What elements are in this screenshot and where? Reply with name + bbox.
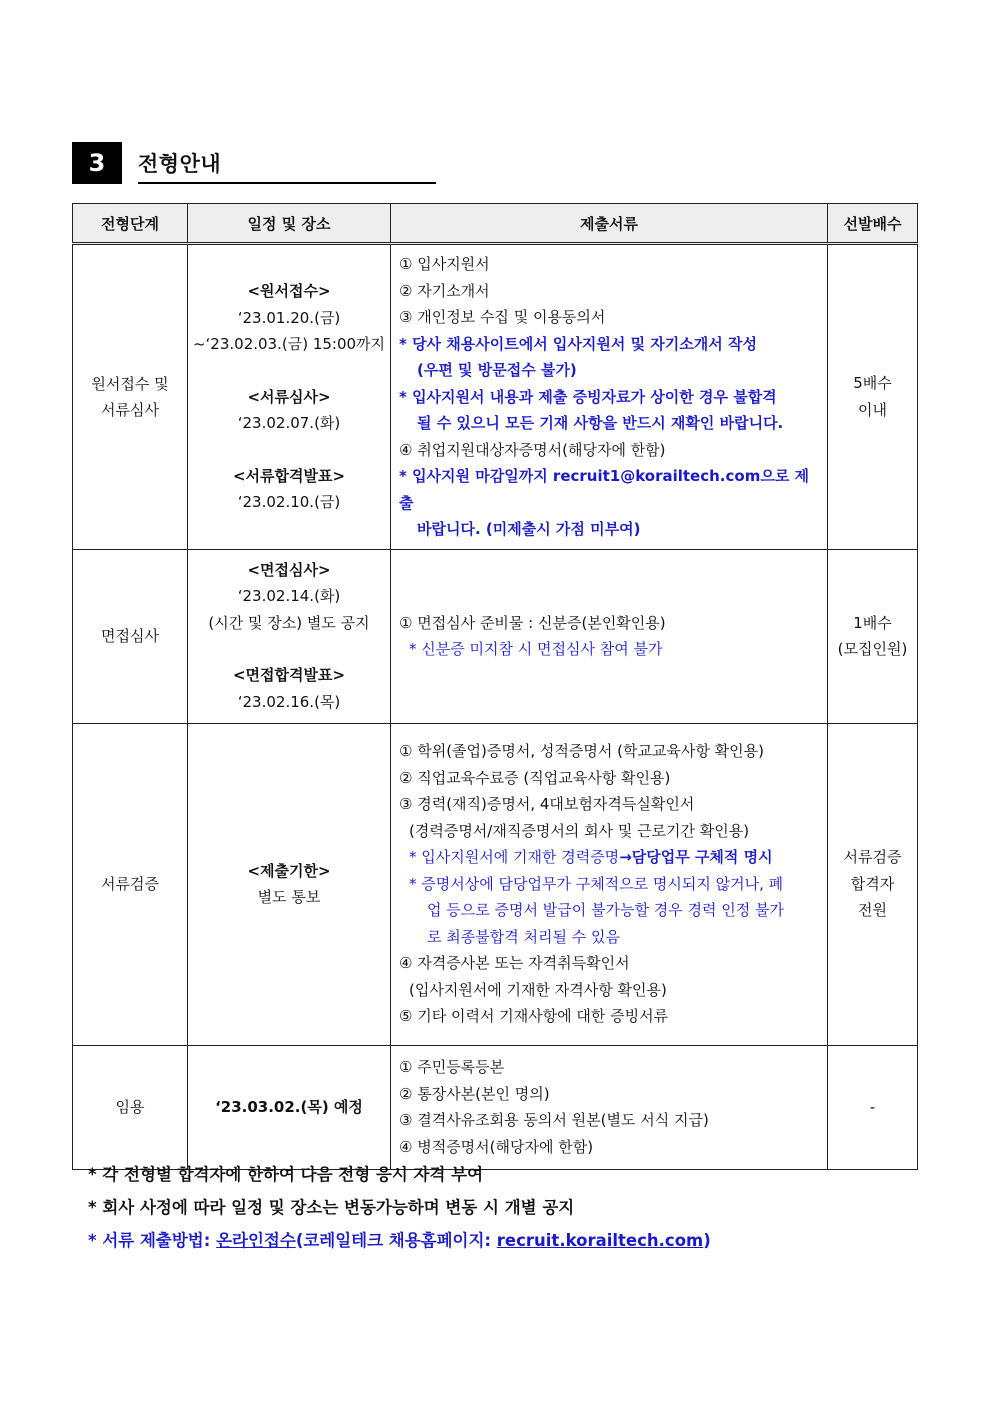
section-underline <box>138 182 436 184</box>
document-item: ① 학위(졸업)증명서, 성적증명서 (학교교육사항 확인용) <box>399 742 764 761</box>
section-title: 전형안내 <box>138 152 222 176</box>
schedule-cell <box>188 723 391 1045</box>
document-item: ③ 결격사유조회용 동의서 원본(별도 서식 지급) <box>399 1111 709 1129</box>
document-item: ① 주민등록등본 <box>399 1058 505 1076</box>
stage-cell <box>73 244 188 550</box>
document-note: 될 수 있으니 모든 기재 사항을 반드시 재확인 바랍니다. <box>417 414 784 432</box>
documents-cell <box>391 1045 828 1169</box>
document-note: * 신분증 미지참 시 면접심사 참여 불가 <box>409 640 663 658</box>
recruit-site-link[interactable]: recruit.korailtech.com <box>496 1231 704 1250</box>
documents-cell <box>391 244 828 550</box>
quota-value: 합격자 <box>850 874 895 893</box>
schedule-cell <box>188 244 391 550</box>
header-documents: 제출서류 <box>391 204 828 244</box>
document-item: ② 통장사본(본인 명의) <box>399 1084 550 1103</box>
quota-value: (모집인원) <box>837 640 908 658</box>
document-item: (입사지원서에 기재한 자격사항 확인용) <box>409 980 667 999</box>
footnote-text: * 서류 제출방법: <box>88 1231 217 1250</box>
schedule-date: ‘23.02.10.(금) <box>237 493 341 511</box>
document-note: (우편 및 방문접수 불가) <box>417 361 577 379</box>
document-item: ① 입사지원서 <box>399 255 490 273</box>
schedule-heading: <면접심사> <box>247 560 331 579</box>
header-quota: 선발배수 <box>828 204 918 244</box>
documents-cell <box>391 723 828 1045</box>
document-note: 업 등으로 증명서 발급이 불가능할 경우 경력 인정 불가 <box>427 901 784 920</box>
document-item: ④ 병적증명서(해당자에 한함) <box>399 1137 594 1156</box>
online-application-link[interactable]: 온라인접수 <box>216 1231 296 1250</box>
schedule-heading: <서류합격발표> <box>232 466 346 485</box>
stage-label: 원서접수 및 <box>91 374 169 393</box>
header-schedule: 일정 및 장소 <box>188 204 391 244</box>
schedule-date: ‘23.02.16.(목) <box>237 692 341 711</box>
document-note: * 당사 채용사이트에서 입사지원서 및 자기소개서 작성 <box>399 334 757 353</box>
schedule-heading: <면접합격발표> <box>232 666 346 685</box>
schedule-date: ‘23.01.20.(금) <box>237 308 341 327</box>
document-note: 바랍니다. (미제출시 가점 미부여) <box>417 520 641 538</box>
section-number: 3 <box>72 142 122 184</box>
schedule-cell <box>188 1045 391 1169</box>
quota-cell <box>828 723 918 1045</box>
document-note-emphasis: →담당업무 구체적 명시 <box>619 848 773 867</box>
quota-value: 5배수 <box>853 374 892 393</box>
document-item: ③ 개인정보 수집 및 이용동의서 <box>399 308 606 326</box>
schedule-place: (시간 및 장소) 별도 공지 <box>208 613 370 632</box>
quota-cell <box>828 549 918 723</box>
document-item: ④ 취업지원대상자증명서(해당자에 한함) <box>399 440 666 459</box>
document-item: ② 직업교육수료증 (직업교육사항 확인용) <box>399 768 671 787</box>
quota-value: 1배수 <box>853 613 892 632</box>
document-note <box>399 844 819 871</box>
quota-cell <box>828 1045 918 1169</box>
header-stage: 전형단계 <box>73 204 188 244</box>
table-row <box>73 244 918 550</box>
document-note: * 입사지원 마감일까지 recruit1@korailtech.com으로 제출 <box>399 467 810 512</box>
footnote-text: (코레일테크 채용홈페이지: <box>295 1231 497 1250</box>
document-item: ⑤ 기타 이력서 기재사항에 대한 증빙서류 <box>399 1007 669 1026</box>
selection-table <box>72 203 918 1170</box>
schedule-date: ‘23.02.07.(화) <box>237 414 341 432</box>
stage-label: 서류심사 <box>101 400 159 419</box>
document-item: ④ 자격증사본 또는 자격취득확인서 <box>399 954 630 973</box>
stage-cell <box>73 1045 188 1169</box>
documents-cell <box>391 549 828 723</box>
quota-value: 전원 <box>858 901 887 920</box>
document-note: * 증명서상에 담당업무가 구체적으로 명시되지 않거나, 폐 <box>409 874 784 893</box>
stage-cell <box>73 723 188 1045</box>
stage-cell <box>73 549 188 723</box>
schedule-cell <box>188 549 391 723</box>
section-header <box>72 142 436 184</box>
stage-label: 서류검증 <box>101 875 159 893</box>
footnotes <box>88 1158 711 1257</box>
footnote: * 각 전형별 합격자에 한하여 다음 전형 응시 자격 부여 <box>88 1165 484 1184</box>
document-item: ① 면접심사 준비물 : 신분증(본인확인용) <box>399 613 666 632</box>
document-item: (경력증명서/재직증명서의 회사 및 근로기간 확인용) <box>409 821 750 840</box>
table-row <box>73 549 918 723</box>
footnote-submission <box>88 1224 711 1257</box>
schedule-date: 별도 통보 <box>257 888 321 906</box>
schedule-date: ‘23.02.14.(화) <box>237 587 341 606</box>
document-item: ② 자기소개서 <box>399 281 490 300</box>
quota-value: 서류검증 <box>843 848 902 867</box>
schedule-heading: <서류심사> <box>247 387 331 406</box>
table-header-row <box>73 204 918 244</box>
stage-label: 임용 <box>115 1098 145 1116</box>
table-row <box>73 1045 918 1169</box>
quota-value: - <box>869 1097 876 1116</box>
quota-cell <box>828 244 918 550</box>
document-item: ③ 경력(재직)증명서, 4대보험자격득실확인서 <box>399 795 695 814</box>
quota-value: 이내 <box>858 400 887 419</box>
table-row <box>73 723 918 1045</box>
stage-label: 면접심사 <box>101 627 159 645</box>
schedule-heading: <원서접수> <box>247 282 331 300</box>
footnote-text: ) <box>703 1231 711 1250</box>
document-note: 로 최종불합격 처리될 수 있음 <box>427 927 620 946</box>
schedule-date: ~‘23.02.03.(금) 15:00까지 <box>192 335 386 353</box>
schedule-heading: <제출기한> <box>247 861 331 880</box>
schedule-date: ‘23.03.02.(목) 예정 <box>215 1097 363 1116</box>
document-note: * 입사지원서 내용과 제출 증빙자료가 상이한 경우 불합격 <box>399 387 777 406</box>
footnote: * 회사 사정에 따라 일정 및 장소는 변동가능하며 변동 시 개별 공지 <box>88 1198 575 1217</box>
document-note-text: * 입사지원서에 기재한 경력증명 <box>409 848 620 867</box>
